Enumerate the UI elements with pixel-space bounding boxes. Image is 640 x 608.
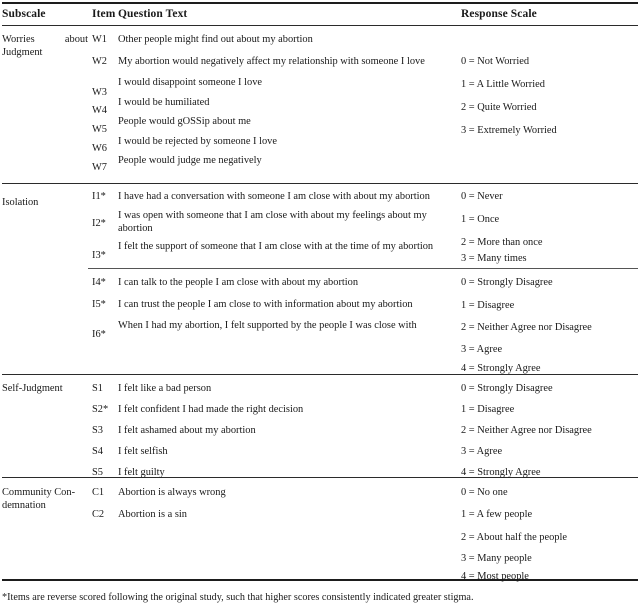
question-text-w4: I would be humiliated — [118, 97, 210, 108]
item-code-w3: W3 — [92, 87, 108, 98]
section-rule-isolation — [2, 183, 638, 184]
item-code-w5: W5 — [92, 124, 108, 135]
question-text-s2: I felt confident I had made the right decision — [118, 404, 304, 415]
question-text-w3: I would disappoint someone I love — [118, 77, 263, 88]
question-text-s4: I felt selfish — [118, 446, 168, 457]
response-option-worries-3: 3 = Extremely Worried — [461, 125, 557, 136]
response-option-isolation-b-4: 4 = Strongly Agree — [461, 363, 541, 374]
response-option-self-0: 0 = Strongly Disagree — [461, 383, 553, 394]
column-header-item: Item — [92, 8, 116, 20]
question-text-s1: I felt like a bad person — [118, 383, 212, 394]
item-code-w1: W1 — [92, 34, 108, 45]
question-text-i6: When I had my abortion, I felt supported by the people I was close with — [118, 320, 417, 331]
subscale-community-line2: demnation — [2, 500, 46, 511]
question-text-c2: Abortion is a sin — [118, 509, 187, 520]
response-option-isolation-a-1: 1 = Once — [461, 214, 500, 225]
response-option-isolation-a-2: 2 = More than once — [461, 237, 543, 248]
table-footnote: *Items are reverse scored following the original study, such that higher scores consistently indicated greater stigma. — [2, 592, 474, 603]
question-text-i4: I can talk to the people I am close with about my abortion — [118, 277, 359, 288]
item-code-w2: W2 — [92, 56, 108, 67]
section-rule-isolation-inner — [88, 268, 638, 269]
subscale-worries-line2: Judgment — [2, 47, 43, 58]
item-code-i1: I1* — [92, 191, 106, 202]
response-option-isolation-a-3: 3 = Many times — [461, 253, 527, 264]
item-code-w4: W4 — [92, 105, 108, 116]
question-text-w1: Other people might find out about my abortion — [118, 34, 313, 45]
response-option-self-1: 1 = Disagree — [461, 404, 515, 415]
subscale-community-line1: Community Con- — [2, 487, 76, 498]
header-rule — [2, 25, 638, 26]
question-text-i3: I felt the support of someone that I am close with at the time of my abortion — [118, 241, 434, 252]
item-code-s5: S5 — [92, 467, 103, 478]
question-text-w5: People would gOSSip about me — [118, 116, 251, 127]
response-option-community-4: 4 = Most people — [461, 571, 529, 582]
question-text-w2: My abortion would negatively affect my relationship with someone I love — [118, 56, 425, 67]
response-option-community-1: 1 = A few people — [461, 509, 533, 520]
response-option-worries-2: 2 = Quite Worried — [461, 102, 537, 113]
response-option-isolation-b-2: 2 = Neither Agree nor Disagree — [461, 322, 592, 333]
item-code-i2: I2* — [92, 218, 106, 229]
response-option-worries-0: 0 = Not Worried — [461, 56, 530, 67]
response-option-worries-1: 1 = A Little Worried — [461, 79, 545, 90]
item-code-c2: C2 — [92, 509, 105, 520]
response-option-isolation-b-0: 0 = Strongly Disagree — [461, 277, 553, 288]
column-header-question: Question Text — [118, 8, 188, 20]
column-header-subscale: Subscale — [2, 8, 46, 20]
question-text-i2: I was open with someone that I am close with about my feelings about my abortion — [118, 210, 427, 235]
response-option-self-3: 3 = Agree — [461, 446, 503, 457]
item-code-s2: S2* — [92, 404, 109, 415]
response-option-self-2: 2 = Neither Agree nor Disagree — [461, 425, 592, 436]
item-code-w6: W6 — [92, 143, 108, 154]
response-option-community-3: 3 = Many people — [461, 553, 532, 564]
column-header-response: Response Scale — [461, 8, 537, 20]
response-option-isolation-b-1: 1 = Disagree — [461, 300, 515, 311]
subscale-isolation: Isolation — [2, 197, 39, 208]
item-code-i6: I6* — [92, 329, 106, 340]
question-text-c1: Abortion is always wrong — [118, 487, 226, 498]
subscale-worries-line1: Worries about — [2, 34, 88, 45]
item-code-i3: I3* — [92, 250, 106, 261]
question-text-w7: People would judge me negatively — [118, 155, 262, 166]
item-code-i5: I5* — [92, 299, 106, 310]
question-text-s3: I felt ashamed about my abortion — [118, 425, 256, 436]
question-text-i1: I have had a conversation with someone I am close with about my abortion — [118, 191, 430, 202]
item-code-s3: S3 — [92, 425, 103, 436]
response-option-community-0: 0 = No one — [461, 487, 508, 498]
question-text-i5: I can trust the people I am close to with information about my abortion — [118, 299, 413, 310]
item-code-i4: I4* — [92, 277, 106, 288]
question-text-s5: I felt guilty — [118, 467, 165, 478]
item-code-c1: C1 — [92, 487, 105, 498]
subscale-self-judgment: Self-Judgment — [2, 383, 63, 394]
question-text-w6: I would be rejected by someone I love — [118, 136, 277, 147]
item-code-s1: S1 — [92, 383, 103, 394]
item-code-w7: W7 — [92, 162, 108, 173]
response-option-community-2: 2 = About half the people — [461, 532, 567, 543]
table-top-rule — [2, 2, 638, 4]
response-option-self-4: 4 = Strongly Agree — [461, 467, 541, 478]
response-option-isolation-b-3: 3 = Agree — [461, 344, 503, 355]
item-code-s4: S4 — [92, 446, 103, 457]
response-option-isolation-a-0: 0 = Never — [461, 191, 503, 202]
